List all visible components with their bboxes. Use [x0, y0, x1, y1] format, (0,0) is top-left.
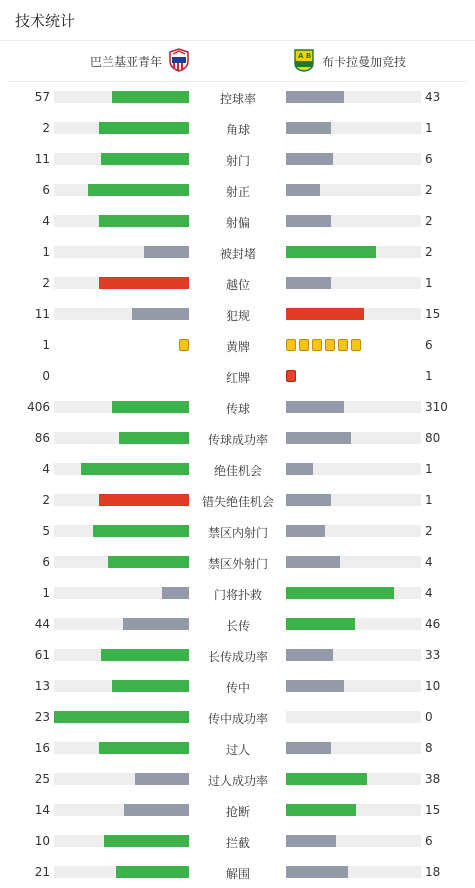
home-bar-fill — [54, 711, 189, 723]
stat-row — [0, 175, 475, 206]
stat-label: 错失绝佳机会 — [201, 495, 274, 509]
stat-label: 绝佳机会 — [213, 464, 262, 478]
home-bar-track — [54, 122, 189, 134]
stat-label: 传中 — [225, 681, 250, 695]
stat-label: 过人 — [225, 743, 250, 757]
stat-home-value: 1 — [42, 338, 50, 352]
stat-row — [0, 764, 475, 795]
yellow-card-icon — [179, 339, 189, 351]
away-bar-track — [286, 277, 421, 289]
away-bar-fill — [286, 308, 364, 320]
stat-row — [0, 671, 475, 702]
home-bar-track — [54, 277, 189, 289]
stat-label: 射门 — [225, 154, 250, 168]
stat-home-value: 44 — [34, 617, 50, 631]
home-bar-fill — [104, 835, 189, 847]
stat-home-value: 86 — [34, 431, 50, 445]
home-bar-fill — [162, 587, 189, 599]
stat-row — [0, 857, 475, 888]
stat-away-value: 8 — [425, 741, 433, 755]
away-bar-track — [286, 804, 421, 816]
stat-home-value: 10 — [34, 834, 50, 848]
away-bar-fill — [286, 804, 356, 816]
stat-label: 射正 — [225, 185, 250, 199]
stat-label: 传球 — [225, 402, 250, 416]
away-team[interactable] — [292, 49, 406, 73]
red-card-icon — [286, 370, 296, 382]
stat-row — [0, 82, 475, 113]
stats-header — [0, 0, 475, 41]
stat-label: 传中成功率 — [207, 712, 268, 726]
away-bar-track — [286, 215, 421, 227]
away-bar-track — [286, 308, 421, 320]
stat-label: 过人成功率 — [207, 774, 268, 788]
away-bar-track — [286, 122, 421, 134]
home-bar-track — [54, 494, 189, 506]
away-bar-fill — [286, 432, 351, 444]
away-bar-track — [286, 401, 421, 413]
away-bar-track — [286, 680, 421, 692]
away-bar-fill — [286, 556, 340, 568]
stat-away-value: 1 — [425, 369, 433, 383]
home-bar-fill — [99, 494, 189, 506]
stat-label: 红牌 — [225, 371, 250, 385]
away-bar-fill — [286, 680, 344, 692]
stat-row — [0, 392, 475, 423]
stat-away-value: 46 — [425, 617, 441, 631]
away-bar-track — [286, 649, 421, 661]
away-bar-fill — [286, 401, 344, 413]
stat-row — [0, 485, 475, 516]
stat-home-value: 11 — [34, 152, 50, 166]
stat-away-value: 6 — [425, 152, 433, 166]
away-bar-track — [286, 153, 421, 165]
home-bar-track — [54, 91, 189, 103]
stat-row — [0, 578, 475, 609]
away-bar-track — [286, 246, 421, 258]
stat-away-value: 43 — [425, 90, 441, 104]
stat-label: 黄牌 — [225, 340, 250, 354]
away-bar-fill — [286, 618, 355, 630]
home-bar-fill — [132, 308, 189, 320]
stat-home-value: 13 — [34, 679, 50, 693]
home-cards — [179, 339, 189, 352]
stat-label: 被封堵 — [219, 247, 256, 261]
away-bar-fill — [286, 277, 331, 289]
stat-row — [0, 733, 475, 764]
stat-row — [0, 795, 475, 826]
home-bar-track — [54, 215, 189, 227]
away-bar-track — [286, 711, 421, 723]
junior-barranquilla-crest-icon — [168, 48, 190, 75]
stat-away-value: 2 — [425, 214, 433, 228]
home-bar-track — [54, 401, 189, 413]
stat-home-value: 14 — [34, 803, 50, 817]
away-bar-track — [286, 463, 421, 475]
stat-home-value: 2 — [42, 276, 50, 290]
away-bar-fill — [286, 742, 331, 754]
home-bar-fill — [88, 184, 189, 196]
stat-away-value: 80 — [425, 431, 441, 445]
stat-away-value: 310 — [425, 400, 448, 414]
stat-label: 越位 — [225, 278, 250, 292]
away-bar-track — [286, 866, 421, 878]
home-bar-fill — [99, 215, 189, 227]
away-bar-fill — [286, 494, 331, 506]
away-bar-fill — [286, 184, 320, 196]
stat-label: 长传 — [225, 619, 250, 633]
home-bar-track — [54, 618, 189, 630]
stat-label: 解围 — [225, 867, 250, 881]
away-bar-fill — [286, 91, 344, 103]
yellow-card-icon — [351, 339, 361, 351]
stat-away-value: 18 — [425, 865, 441, 879]
away-bar-fill — [286, 835, 336, 847]
away-cards — [286, 370, 296, 383]
yellow-card-icon — [312, 339, 322, 351]
stat-home-value: 4 — [42, 214, 50, 228]
home-bar-track — [54, 804, 189, 816]
atletico-bucaramanga-crest-icon — [292, 48, 316, 75]
stat-home-value: 61 — [34, 648, 50, 662]
home-bar-track — [54, 742, 189, 754]
stat-home-value: 6 — [42, 555, 50, 569]
away-bar-fill — [286, 246, 376, 258]
stat-row — [0, 826, 475, 857]
home-bar-fill — [101, 649, 189, 661]
away-bar-fill — [286, 463, 313, 475]
home-bar-fill — [116, 866, 189, 878]
stat-home-value: 0 — [42, 369, 50, 383]
stat-row — [0, 702, 475, 733]
svg-text:A B: A B — [298, 51, 312, 60]
yellow-card-icon — [338, 339, 348, 351]
away-bar-track — [286, 432, 421, 444]
stat-home-value: 2 — [42, 121, 50, 135]
stat-row — [0, 237, 475, 268]
stat-row — [0, 268, 475, 299]
stat-label: 禁区内射门 — [207, 526, 268, 540]
stat-away-value: 2 — [425, 245, 433, 259]
away-bar-track — [286, 587, 421, 599]
home-bar-fill — [112, 401, 189, 413]
home-bar-fill — [112, 680, 189, 692]
stat-home-value: 406 — [27, 400, 50, 414]
away-bar-track — [286, 742, 421, 754]
stat-row — [0, 206, 475, 237]
stat-away-value: 4 — [425, 586, 433, 600]
home-bar-track — [54, 432, 189, 444]
home-bar-track — [54, 153, 189, 165]
yellow-card-icon — [286, 339, 296, 351]
home-bar-track — [54, 184, 189, 196]
stat-away-value: 1 — [425, 493, 433, 507]
home-bar-fill — [135, 773, 189, 785]
stat-label: 拦截 — [225, 836, 250, 850]
away-bar-fill — [286, 866, 348, 878]
teams-bar — [8, 41, 466, 82]
stat-row — [0, 516, 475, 547]
home-team[interactable] — [90, 49, 190, 73]
away-team-name: 布卡拉曼加竞技 — [322, 54, 407, 69]
stat-label: 犯规 — [225, 309, 250, 323]
stat-home-value: 6 — [42, 183, 50, 197]
stat-away-value: 6 — [425, 834, 433, 848]
home-bar-fill — [119, 432, 189, 444]
stat-row — [0, 113, 475, 144]
stat-home-value: 21 — [34, 865, 50, 879]
away-bar-fill — [286, 215, 331, 227]
home-bar-fill — [101, 153, 189, 165]
stat-row — [0, 144, 475, 175]
stat-label: 禁区外射门 — [207, 557, 268, 571]
yellow-card-icon — [299, 339, 309, 351]
stat-row — [0, 609, 475, 640]
stat-row — [0, 640, 475, 671]
stat-home-value: 5 — [42, 524, 50, 538]
home-bar-track — [54, 680, 189, 692]
stat-away-value: 10 — [425, 679, 441, 693]
stat-away-value: 1 — [425, 276, 433, 290]
stat-away-value: 1 — [425, 462, 433, 476]
stat-away-value: 2 — [425, 183, 433, 197]
stat-home-value: 11 — [34, 307, 50, 321]
stat-away-value: 15 — [425, 307, 441, 321]
page-title: 技术统计 — [15, 12, 76, 30]
stat-home-value: 4 — [42, 462, 50, 476]
home-team-name: 巴兰基亚青年 — [90, 54, 163, 69]
home-bar-fill — [99, 277, 189, 289]
stat-home-value: 1 — [42, 245, 50, 259]
away-bar-track — [286, 494, 421, 506]
stat-row — [0, 547, 475, 578]
yellow-card-icon — [325, 339, 335, 351]
stat-row — [0, 299, 475, 330]
stat-home-value: 16 — [34, 741, 50, 755]
away-bar-track — [286, 618, 421, 630]
stat-away-value: 15 — [425, 803, 441, 817]
away-bar-track — [286, 525, 421, 537]
away-bar-track — [286, 773, 421, 785]
away-bar-fill — [286, 153, 333, 165]
stat-home-value: 1 — [42, 586, 50, 600]
stat-home-value: 2 — [42, 493, 50, 507]
stat-away-value: 2 — [425, 524, 433, 538]
home-bar-track — [54, 556, 189, 568]
stat-away-value: 4 — [425, 555, 433, 569]
stat-label: 角球 — [225, 123, 250, 137]
home-bar-track — [54, 835, 189, 847]
stat-away-value: 0 — [425, 710, 433, 724]
stat-label: 射偏 — [225, 216, 250, 230]
home-bar-track — [54, 308, 189, 320]
home-bar-track — [54, 587, 189, 599]
away-bar-track — [286, 835, 421, 847]
stat-away-value: 38 — [425, 772, 441, 786]
away-bar-track — [286, 556, 421, 568]
away-bar-fill — [286, 525, 325, 537]
away-bar-track — [286, 91, 421, 103]
away-bar-fill — [286, 122, 331, 134]
stat-home-value: 57 — [34, 90, 50, 104]
stat-away-value: 33 — [425, 648, 441, 662]
stat-label: 传球成功率 — [207, 433, 268, 447]
stat-row — [0, 361, 475, 392]
stat-home-value: 25 — [34, 772, 50, 786]
home-bar-track — [54, 649, 189, 661]
stat-label: 控球率 — [219, 92, 256, 106]
stat-row — [0, 454, 475, 485]
home-bar-fill — [81, 463, 189, 475]
home-bar-track — [54, 246, 189, 258]
away-cards — [286, 339, 361, 352]
away-bar-fill — [286, 649, 333, 661]
home-bar-track — [54, 525, 189, 537]
away-bar-fill — [286, 773, 367, 785]
home-bar-track — [54, 773, 189, 785]
home-bar-track — [54, 463, 189, 475]
home-bar-fill — [99, 122, 189, 134]
home-bar-track — [54, 866, 189, 878]
away-bar-fill — [286, 587, 394, 599]
home-bar-fill — [99, 742, 189, 754]
stat-label: 抢断 — [225, 805, 250, 819]
home-bar-fill — [124, 804, 189, 816]
stat-label: 门将扑救 — [213, 588, 262, 602]
stat-home-value: 23 — [34, 710, 50, 724]
home-bar-fill — [144, 246, 189, 258]
stat-row — [0, 330, 475, 361]
home-bar-fill — [93, 525, 189, 537]
stats-list — [0, 82, 475, 888]
home-bar-fill — [112, 91, 189, 103]
away-bar-track — [286, 184, 421, 196]
home-bar-fill — [108, 556, 189, 568]
stat-label: 长传成功率 — [207, 650, 268, 664]
stat-row — [0, 423, 475, 454]
stat-away-value: 1 — [425, 121, 433, 135]
home-bar-track — [54, 711, 189, 723]
home-bar-fill — [123, 618, 189, 630]
stat-away-value: 6 — [425, 338, 433, 352]
